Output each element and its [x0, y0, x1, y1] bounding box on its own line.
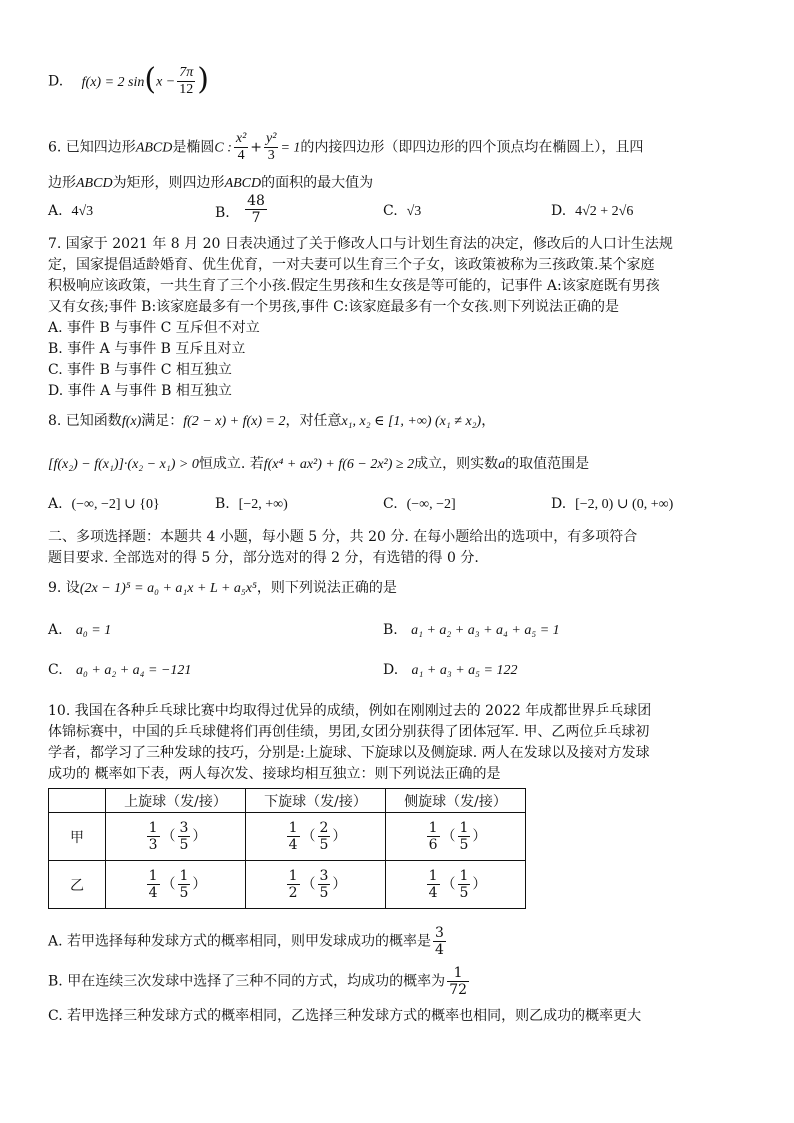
option-label: A.	[48, 622, 63, 638]
numerator: x²	[235, 131, 247, 146]
denominator: 7	[251, 210, 261, 226]
q6-text-e: 为矩形，则四边形	[112, 175, 225, 191]
q10-line: 学者，都学习了三种发球的技巧，分别是:上旋球、下旋球以及侧旋球. 两人在发球以及接对方发球	[48, 745, 650, 761]
receive-prob	[458, 821, 471, 852]
denominator: 3	[148, 837, 158, 853]
serve-prob	[287, 869, 300, 900]
paren-right: )	[197, 61, 209, 97]
option-label: C.	[383, 496, 398, 512]
q6-option-c	[383, 203, 421, 220]
table-cell: $\frac{1}{4}$ （ $\frac{1}{5}$ ）	[106, 861, 246, 909]
numerator: 3	[435, 925, 444, 941]
numerator: 1	[288, 868, 298, 884]
q8-line2	[48, 452, 589, 477]
serve-prob	[147, 869, 160, 900]
q9-option-a	[48, 622, 111, 639]
numerator: 1	[148, 820, 158, 836]
q9-suffix: ，则下列说法正确的是	[256, 580, 397, 596]
q10-line: 10. 我国在各种乒乓球比赛中均取得过优异的成绩，例如在刚刚过去的 2022 年成都世界乒乓球团	[48, 703, 652, 719]
q8-text-f: 的取值范围是	[505, 456, 590, 472]
denominator: 5	[459, 837, 469, 853]
table-cell: $\frac{1}{4}$ （ $\frac{1}{5}$ ）	[386, 861, 526, 909]
q7-option-a: A. 事件 B 与事件 C 互斥但不对立	[48, 320, 260, 336]
serve-prob	[287, 821, 300, 852]
table-header-cell	[49, 789, 106, 813]
q6-ellipse-c: C :	[214, 140, 232, 156]
q8-line1	[48, 411, 495, 432]
option-value: 4√2 + 2√6	[575, 204, 634, 219]
q6-option-a	[48, 203, 93, 220]
q6-text-c: 的内接四边形（即四边形的四个顶点均在椭圆上），且四	[300, 139, 644, 156]
serve-prob	[427, 869, 440, 900]
table-cell: $\frac{1}{6}$ （ $\frac{1}{5}$ ）	[386, 813, 526, 861]
denominator: 6	[428, 837, 438, 853]
table-header-row	[49, 789, 526, 813]
q8-option-d	[551, 496, 673, 513]
table-cell: $\frac{1}{4}$ （ $\frac{2}{5}$ ）	[246, 813, 386, 861]
denominator: 5	[319, 837, 329, 853]
q6-eq: = 1	[280, 140, 301, 156]
option-fraction	[433, 926, 446, 957]
q10-option-a	[48, 926, 448, 957]
q8-a: a	[498, 457, 506, 472]
q6-line2	[48, 173, 373, 194]
denominator: 3	[267, 148, 275, 163]
numerator: 1	[179, 868, 189, 884]
q7-option-c: C. 事件 B 与事件 C 相互独立	[48, 362, 232, 378]
denominator: 4	[237, 148, 245, 163]
denominator: 12	[179, 82, 194, 97]
option-value: [−2, +∞)	[238, 497, 288, 512]
row-name: 乙	[49, 861, 106, 909]
option-label: B.	[215, 496, 230, 512]
probability-table	[48, 788, 526, 909]
numerator: 48	[247, 193, 265, 209]
option-label: D.	[551, 496, 567, 512]
denominator: 5	[319, 885, 329, 901]
q8-text-b: 满足：	[141, 413, 184, 429]
option-text: A. 若甲选择每种发球方式的概率相同，则甲发球成功的概率是	[48, 933, 432, 950]
q8-text-e: 成立，则实数	[414, 456, 499, 472]
denominator: 72	[449, 982, 468, 998]
option-fraction	[447, 966, 469, 997]
q8-condition: f(2 − x) + f(x) = 2	[183, 414, 286, 429]
q9-option-b	[383, 622, 560, 639]
q10-line: 成功的 概率如下表，两人每次发、接球均相互独立：则下列说法正确的是	[48, 766, 501, 782]
option-label: B.	[383, 622, 398, 638]
option-value: 4√3	[71, 204, 94, 219]
numerator: 2	[319, 820, 329, 836]
q8-option-b	[215, 496, 288, 513]
q10-option-b	[48, 966, 471, 997]
q5-fraction	[177, 66, 195, 97]
q6-text-a: 6. 已知四边形	[48, 139, 136, 156]
option-value: [−2, 0) ∪ (0, +∞)	[575, 497, 674, 512]
option-value: a₀ = 1	[75, 623, 112, 638]
q8-inequality: f(x⁴ + ax²) + f(6 − 2x²) ≥ 2	[263, 457, 415, 472]
numerator: 1	[428, 868, 438, 884]
receive-prob	[318, 869, 331, 900]
numerator: y²	[266, 131, 277, 146]
q10-option-c: C. 若甲选择三种发球方式的概率相同，乙选择三种发球方式的概率也相同，则乙成功的概率更大	[48, 1008, 642, 1024]
option-label: A.	[48, 496, 63, 512]
q9-option-d	[383, 662, 518, 679]
q9-expansion: (2x − 1)⁵ = a₀ + a₁x + L + a₅x⁵	[79, 581, 257, 596]
q5-function: f(x) = 2 sin	[81, 74, 145, 90]
table-header-cell: 侧旋球（发/接）	[386, 789, 526, 813]
table-header-cell: 下旋球（发/接）	[246, 789, 386, 813]
denominator: 4	[428, 885, 438, 901]
option-value: (−∞, −2] ∪ {0}	[71, 497, 160, 512]
denominator: 4	[435, 942, 444, 958]
q9-prefix: 9. 设	[48, 580, 80, 596]
numerator: 1	[459, 820, 469, 836]
q5-x-minus: x −	[156, 74, 176, 90]
numerator: 7π	[179, 65, 194, 80]
option-value: √3	[406, 204, 422, 219]
numerator: 1	[428, 820, 438, 836]
plus-sign: +	[250, 139, 263, 156]
q6-frac-y	[264, 132, 278, 163]
q9-stem	[48, 578, 397, 599]
numerator: 1	[288, 820, 298, 836]
q6-frac-x	[234, 132, 248, 163]
row-name: 甲	[49, 813, 106, 861]
denominator: 4	[148, 885, 158, 901]
q7-line: 积极响应该政策，一共生育了三个小孩.假定生男孩和生女孩是等可能的，记事件 A:该家庭既有男孩	[48, 278, 660, 294]
numerator: 3	[179, 820, 189, 836]
q7-line: 定，国家提倡适龄婚育、优生优育，一对夫妻可以生育三个子女，该政策被称为三孩政策.某个家庭	[48, 257, 655, 273]
q6-line1	[48, 132, 643, 163]
option-value: a₀ + a₂ + a₄ = −121	[76, 663, 192, 678]
serve-prob	[427, 821, 440, 852]
section-2-header-cont: 题目要求. 全部选对的得 5 分，部分选对的得 2 分，有选错的得 0 分.	[48, 550, 479, 566]
q7-line: 7. 国家于 2021 年 8 月 20 日表决通过了关于修改人口与计划生育法的决定，修改后的人口计生法规	[48, 236, 673, 252]
q8-comma: ，	[481, 413, 496, 429]
q6-text-f: 的面积的最大值为	[261, 175, 374, 191]
q6-abcd: ABCD	[135, 140, 173, 156]
table-row	[49, 861, 526, 909]
q8-text-d: 恒成立. 若	[198, 456, 264, 472]
q5-option-d	[48, 61, 209, 98]
q6-text-d: 边形	[48, 175, 76, 191]
denominator: 4	[288, 837, 298, 853]
option-text: B. 甲在连续三次发球中选择了三种不同的方式，均成功的概率为	[48, 973, 446, 990]
option-label: C.	[48, 662, 63, 678]
numerator: 1	[447, 966, 469, 982]
numerator: 1	[148, 868, 158, 884]
table-header-cell: 上旋球（发/接）	[106, 789, 246, 813]
table-cell: $\frac{1}{3}$ （ $\frac{3}{5}$ ）	[106, 813, 246, 861]
denominator: 5	[179, 885, 189, 901]
table-row	[49, 813, 526, 861]
option-label: B.	[215, 204, 230, 221]
q8-option-c	[383, 496, 456, 513]
receive-prob	[178, 821, 191, 852]
receive-prob	[318, 821, 331, 852]
q8-option-a	[48, 496, 160, 513]
q6-option-d	[551, 203, 633, 220]
q7-option-d: D. 事件 A 与事件 B 相互独立	[48, 383, 232, 399]
option-label: D.	[383, 662, 399, 678]
q6-abcd: ABCD	[224, 176, 262, 191]
option-label: A.	[48, 203, 63, 219]
q6-option-b	[215, 194, 269, 225]
denominator: 2	[288, 885, 298, 901]
option-value: a₁ + a₃ + a₅ = 122	[411, 663, 518, 678]
option-value: a₁ + a₂ + a₃ + a₄ + a₅ = 1	[411, 623, 560, 638]
option-value: (−∞, −2]	[406, 497, 456, 512]
serve-prob	[147, 821, 160, 852]
receive-prob	[178, 869, 191, 900]
q8-fx: f(x)	[121, 414, 142, 429]
q7-line: 又有女孩;事件 B:该家庭最多有一个男孩,事件 C:该家庭最多有一个女孩.则下列说法正确的是	[48, 299, 619, 315]
denominator: 5	[179, 837, 189, 853]
q9-option-c	[48, 662, 191, 679]
q6-text-b: 是椭圆	[172, 139, 215, 156]
q8-monotone: [f(x₂) − f(x₁)]·(x₂ − x₁) > 0	[48, 457, 199, 472]
option-label: D.	[48, 73, 64, 90]
option-fraction	[245, 194, 267, 225]
q6-abcd: ABCD	[76, 176, 113, 191]
q7-option-b: B. 事件 A 与事件 B 互斥且对立	[48, 341, 246, 357]
section-2-header: 二、多项选择题：本题共 4 小题，每小题 5 分，共 20 分. 在每小题给出的选项中，有多项符合	[48, 529, 638, 545]
q10-line: 体锦标赛中，中国的乒乓球健将们再创佳绩，男团,女团分别获得了团体冠军. 甲、乙两位乒乓球初	[48, 724, 650, 740]
q8-domain: x₁, x₂ ∈ [1, +∞) (x₁ ≠ x₂)	[341, 414, 482, 429]
q8-text-c: ，对任意	[285, 413, 342, 429]
paren-left: (	[144, 61, 157, 97]
denominator: 5	[459, 885, 469, 901]
q8-text-a: 8. 已知函数	[48, 413, 122, 429]
receive-prob	[458, 869, 471, 900]
option-label: C.	[383, 203, 398, 219]
option-label: D.	[551, 203, 567, 219]
table-cell: $\frac{1}{2}$ （ $\frac{3}{5}$ ）	[246, 861, 386, 909]
numerator: 3	[319, 868, 329, 884]
numerator: 1	[459, 868, 469, 884]
